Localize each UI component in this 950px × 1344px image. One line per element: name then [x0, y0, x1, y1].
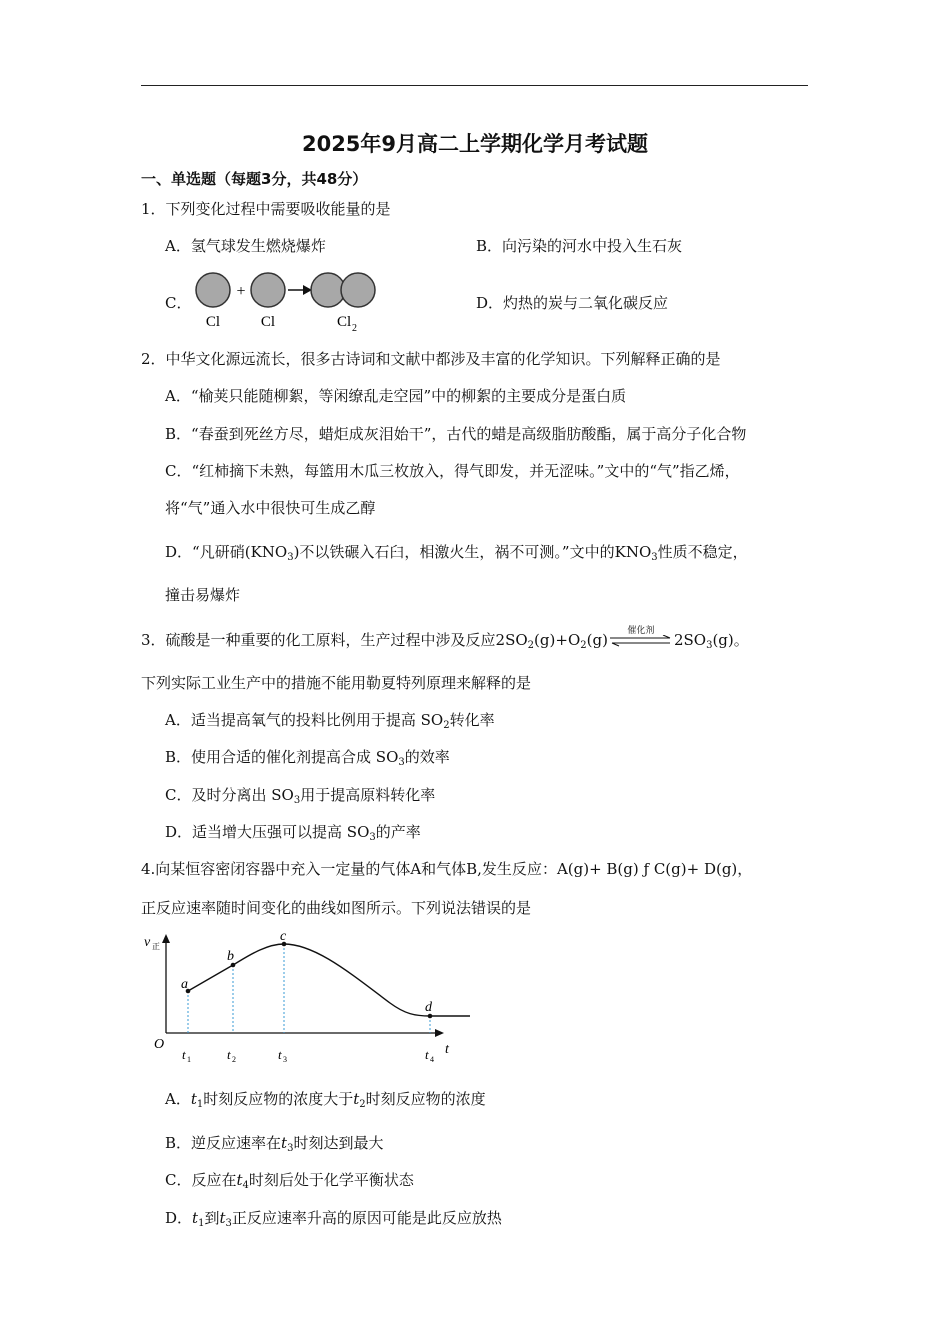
q4-d-s2: 3 [225, 1218, 232, 1229]
cl-label-1: Cl [205, 314, 221, 330]
cl2-atom-left [311, 273, 345, 307]
page-title: 2025年9月高二上学期化学月考试题 [301, 132, 649, 156]
q2-d-text-3: 性质不稳定， [657, 543, 748, 561]
q2-option-a: A．“榆荚只能随柳絮，等闲缭乱走空园”中的柳絮的主要成分是蛋白质 [165, 387, 627, 405]
q4-b-text-1: B．逆反应速率在 [165, 1134, 282, 1152]
q4-c-t: t [236, 1171, 243, 1189]
kno3-sub-1: 3 [287, 552, 294, 563]
tick-t1-sub: 1 [187, 1055, 191, 1064]
q3-c-text: C．及时分离出 SO [165, 786, 294, 804]
kno3-formula-2: KNO [614, 543, 652, 561]
double-arrow-icon [610, 635, 672, 647]
plus-sign-eq: + [555, 631, 568, 649]
o2-sub: 2 [580, 640, 587, 651]
o2-reactant: O [567, 631, 581, 649]
q1-option-a: A．氢气球发生燃烧爆炸 [165, 237, 326, 255]
tick-t3: t [278, 1047, 282, 1062]
q4-a-text-1: A． [165, 1090, 191, 1108]
cl-label-2: Cl [260, 314, 276, 330]
point-b-label: b [227, 949, 234, 964]
point-d-label: d [425, 1000, 432, 1015]
q4-c-s: 4 [242, 1180, 249, 1191]
kno3-sub-2: 3 [651, 552, 658, 563]
state-g-1: (g) [534, 631, 556, 649]
origin-label: O [154, 1037, 165, 1052]
q2-option-d-line1 [165, 542, 748, 562]
so3-sub: 3 [706, 640, 713, 651]
q4-d-text-3: 正反应速率升高的原因可能是此反应放热 [231, 1209, 502, 1227]
q3-stem-line2: 下列实际工业生产中的措施不能用勒夏特列原理来解释的是 [141, 674, 532, 692]
q2-option-b: B．“春蚕到死丝方尽，蜡炬成灰泪始干”，古代的蜡是高级脂肪酸酯，属于高分子化合物 [165, 425, 747, 443]
so2-reactant: 2SO [495, 631, 528, 649]
cl-atom-1 [196, 273, 230, 307]
q1-stem: 1．下列变化过程中需要吸收能量的是 [141, 200, 391, 218]
state-g-2: (g) [586, 631, 608, 649]
q4-a-t2: t [353, 1090, 360, 1108]
header-rule [141, 85, 808, 86]
q3-a-sub: 2 [443, 720, 450, 731]
tick-t3-sub: 3 [283, 1055, 287, 1064]
cl2-atom-right [341, 273, 375, 307]
q2-d-text-1: D．“凡研硝( [165, 543, 251, 561]
q3-a-text-2: 转化率 [449, 711, 495, 729]
q3-a-text: A．适当提高氧气的投料比例用于提高 SO [165, 711, 444, 729]
q4-stem-line2: 正反应速率随时间变化的曲线如图所示。下列说法错误的是 [141, 899, 532, 917]
section-heading: 一、单选题（每题3分，共48分） [141, 170, 368, 188]
q3-c-text-2: 用于提高原料转化率 [300, 786, 436, 804]
q3-option-c [165, 785, 435, 805]
q1-option-c: C． [165, 294, 192, 312]
state-g-3: (g) [712, 631, 734, 649]
cl2-label-sub: 2 [352, 323, 357, 334]
q3-b-sub: 3 [398, 757, 405, 768]
catalyst-label: 催化剂 [627, 626, 655, 636]
q4-option-b [165, 1133, 383, 1153]
y-axis-arrow [162, 934, 170, 943]
y-axis-label: v [144, 935, 151, 950]
q3-d-text-2: 的产率 [375, 823, 421, 841]
equilibrium-arrow [608, 626, 674, 650]
q3-option-b [165, 747, 450, 767]
q3-d-text: D．适当增大压强可以提高 SO [165, 823, 370, 841]
so3-product: 2SO [673, 631, 707, 649]
tick-t4-sub: 4 [430, 1055, 434, 1064]
q2-option-d-line2: 撞击易爆炸 [165, 586, 241, 604]
q4-d-s1: 1 [198, 1218, 205, 1229]
q4-a-s1: 1 [196, 1099, 204, 1110]
q4-a-t1: t [190, 1090, 197, 1108]
rate-time-graph [140, 928, 480, 1068]
q2-d-text-2: )不以铁碾入石臼，相激火生，祸不可测。”文中的 [293, 543, 615, 561]
q1-option-d: D．灼热的炭与二氧化碳反应 [476, 294, 669, 312]
cl2-formation-diagram [190, 270, 390, 334]
q2-option-c-line2: 将“气”通入水中很快可生成乙醇 [165, 499, 376, 517]
tick-t4: t [425, 1047, 429, 1062]
q3-b-text: B．使用合适的催化剂提高合成 SO [165, 748, 399, 766]
kno3-formula-1: KNO [250, 543, 288, 561]
tick-t1: t [182, 1047, 186, 1062]
q4-a-s2: 2 [359, 1099, 366, 1110]
q3-stem-line1 [141, 626, 749, 651]
q3-stem-end: 。 [733, 631, 749, 649]
cl2-label: Cl [337, 314, 352, 330]
q2-option-c-line1: C．“红柿摘下未熟，每篮用木瓜三枚放入，得气即发，并无涩味。”文中的“气”指乙烯， [165, 462, 740, 480]
q4-d-t1: t [192, 1209, 199, 1227]
q4-c-text-1: C．反应在 [165, 1171, 237, 1189]
q4-d-text-2: 到 [204, 1209, 220, 1227]
q3-stem-text: 3．硫酸是一种重要的化工原料，生产过程中涉及反应 [141, 631, 496, 649]
point-c-label: c [280, 929, 287, 944]
q3-c-sub: 3 [293, 795, 301, 806]
q4-option-c [165, 1170, 414, 1190]
q4-option-d [165, 1208, 502, 1228]
q4-c-text-2: 时刻后处于化学平衡状态 [248, 1171, 414, 1189]
q3-b-text-2: 的效率 [404, 748, 450, 766]
q4-d-text-1: D． [165, 1209, 193, 1227]
q4-stem-line1: 4.向某恒容密闭容器中充入一定量的气体A和气体B,发生反应：A(g)+ B(g) ƒ C(g)+ D(g)， [141, 860, 753, 878]
q4-b-t: t [281, 1134, 288, 1152]
q4-b-text-2: 时刻达到最大 [293, 1134, 384, 1152]
q3-option-d [165, 822, 421, 842]
plus-sign: + [236, 283, 246, 300]
point-a-label: a [181, 977, 188, 992]
so2-sub: 2 [527, 640, 535, 651]
tick-t2-sub: 2 [232, 1055, 236, 1064]
x-axis-label: t [445, 1042, 449, 1057]
q4-a-text-3: 时刻反应物的浓度 [365, 1090, 486, 1108]
q3-option-a [165, 710, 495, 730]
q4-d-t2: t [219, 1209, 226, 1227]
q4-a-text-2: 时刻反应物的浓度大于 [203, 1090, 354, 1108]
q1-option-b: B．向污染的河水中投入生石灰 [476, 237, 683, 255]
q3-d-sub: 3 [369, 832, 376, 843]
tick-t2: t [227, 1047, 231, 1062]
x-axis-arrow [435, 1029, 444, 1037]
q2-stem: 2．中华文化源远流长，很多古诗词和文献中都涉及丰富的化学知识。下列解释正确的是 [141, 350, 721, 368]
q4-b-s: 3 [287, 1143, 294, 1154]
cl-atom-2 [251, 273, 285, 307]
y-axis-label-sub: 正 [152, 942, 160, 951]
q4-option-a [165, 1089, 486, 1109]
